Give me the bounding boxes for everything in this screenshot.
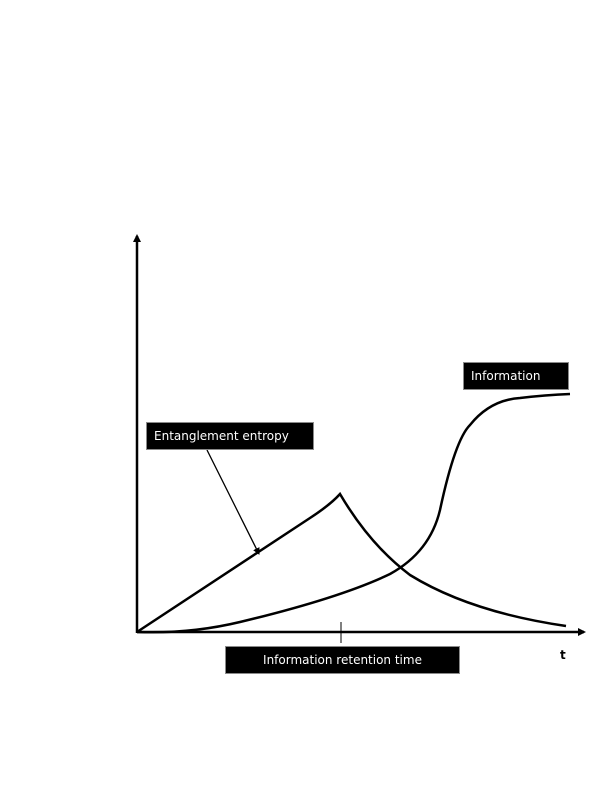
information-label — [463, 362, 569, 390]
entropy-pointer-arrow — [207, 450, 259, 554]
time-axis-label: t — [560, 648, 566, 662]
entanglement-entropy-label-text: Entanglement entropy — [154, 429, 289, 443]
information-retention-time-label-text: Information retention time — [263, 653, 422, 667]
entanglement-entropy-curve — [137, 494, 566, 632]
information-label-text: Information — [471, 369, 541, 383]
entanglement-entropy-label — [146, 422, 314, 450]
information-retention-time-label — [225, 646, 460, 674]
